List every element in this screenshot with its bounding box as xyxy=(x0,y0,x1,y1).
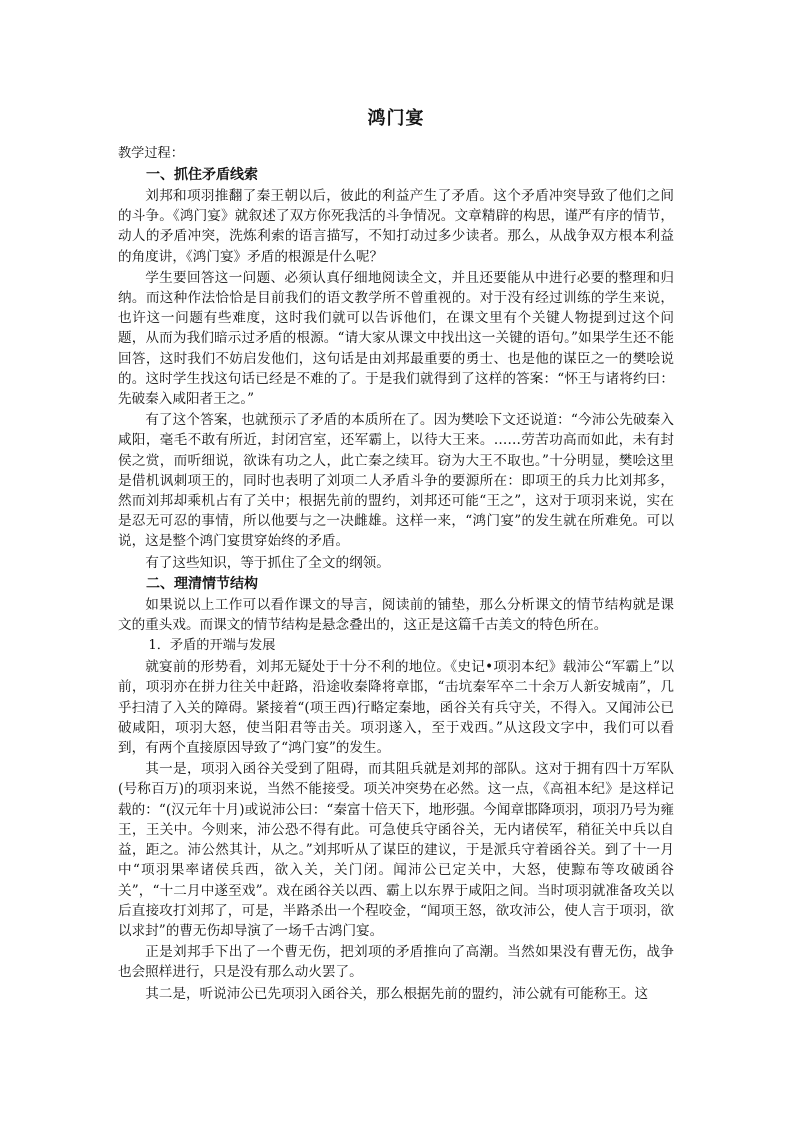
paragraph-5: 如果说以上工作可以看作课文的导言，阅读前的铺垫，那么分析课文的情节结构就是课文的重头戏。而课文的情节结构是悬念叠出的，这正是这篇千古美文的特色所在。 xyxy=(118,596,674,634)
paragraph-4: 有了这些知识，等于抓住了全文的纲领。 xyxy=(145,554,390,571)
paragraph-6: 就宴前的形势看，刘邦无疑处于十分不利的地位。《史记•项羽本纪》载沛公“军霸上”以前，项羽亦在拼力往关中赶路，沿途收秦降将章邯，“击坑秦军卒二十余万人新安城南”，几乎扫清了入关的障碍。紧接着“(项王西)行略定秦地，函谷关有兵守关，不得入。又闻沛公已破咸阳，项羽大怒，使当阳君等击关。项羽遂入，至于戏西。”从这段文字中，我们可以看到，有两个直接原因导致了“鸿门宴”的发生。 xyxy=(118,659,674,757)
intro-label: 教学过程： xyxy=(118,146,184,161)
paragraph-8: 正是刘邦手下出了一个曹无伤，把刘项的矛盾推向了高潮。当然如果没有曹无伤，战争也会照样进行，只是没有那么动火罢了。 xyxy=(118,944,674,981)
subsection-heading-1: 1．矛盾的开端与发展 xyxy=(148,638,276,654)
paragraph-9: 其二是，听说沛公已先项羽入函谷关，那么根据先前的盟约，沛公就有可能称王。这 xyxy=(145,985,649,1002)
section-heading-2: 二、理清情节结构 xyxy=(146,575,258,592)
paragraph-7: 其一是，项羽入函谷关受到了阻碍，而其阻兵就是刘邦的部队。这对于拥有四十万军队(号称百万)的项羽来说，当然不能接受。项关冲突势在必然。这一点，《高祖本纪》是这样记载的：“(汉元年十月)或说沛公曰：“秦富十倍天下，地形强。今闻章邯降项羽，项羽乃号为雍王，王关中。今则来，沛公恐不得有此。可急使兵守函谷关，无内诸侯军，稍征关中兵以自益，距之。沛公然其计，从之。”刘邦听从了谋臣的建议，于是派兵守着函谷关。到了十一月中“项羽果率诸侯兵西，欲入关，关门闭。闻沛公已定关中，大怒，使黥布等攻破函谷关”，“十二月中遂至戏”。戏在函谷关以西、霸上以东界于咸阳之间。当时项羽就准备攻关以后直接攻打刘邦了，可是，半路杀出一个程咬金，“闻项王怒，欲攻沛公，使人言于项羽，欲以求封”的曹无伤却导演了一场千古鸿门宴。 xyxy=(118,761,674,939)
paragraph-3: 有了这个答案，也就预示了矛盾的本质所在了。因为樊哙下文还说道：“今沛公先破秦入咸阳，毫毛不敢有所近，封闭宫室，还军霸上，以待大王来。……劳苦功高而如此，未有封侯之赏，而听细说，欲诛有功之人，此亡秦之续耳。窃为大王不取也。”十分明显，樊哙这里是借机讽刺项王的，同时也表明了刘项二人矛盾斗争的要源所在：即项王的兵力比刘邦多，然而刘邦却乘机占有了关中；根据先前的盟约，刘邦还可能“王之”，这对于项羽来说，实在是忍无可忍的事情，所以他要与之一决雌雄。这样一来，“鸿门宴”的发生就在所难免。可以说，这是整个鸿门宴贯穿始终的矛盾。 xyxy=(118,412,674,550)
paragraph-1: 刘邦和项羽推翻了秦王朝以后，彼此的利益产生了矛盾。这个矛盾冲突导致了他们之间的斗争。《鸿门宴》就叙述了双方你死我活的斗争情况。文章精辟的构思，谨严有序的情节，动人的矛盾冲突，洗炼利索的语言描写，不知打动过多少读者。那么，从战争双方根本利益的角度讲，《鸿门宴》矛盾的根源是什么呢？ xyxy=(118,188,674,265)
paragraph-2: 学生要回答这一问题、必须认真仔细地阅读全文，并且还要能从中进行必要的整理和归纳。而这种作法恰恰是目前我们的语文教学所不曾重视的。对于没有经过训练的学生来说，也许这一问题有些难度，这时我们就可以告诉他们，在课文里有个关键人物提到过这个问题，从而为我们暗示过矛盾的根源。“请大家从课文中找出这一关键的语句。”如果学生还不能回答，这时我们不妨启发他们，这句话是由刘邦最重要的勇士、也是他的谋臣之一的樊哙说的。这时学生找这句话已经是不难的了。于是我们就得到了这样的答案：“怀王与诸将约曰：先破秦入咸阳者王之。” xyxy=(118,269,674,408)
document-title: 鸿门宴 xyxy=(367,108,425,129)
section-heading-1: 一、抓住矛盾线索 xyxy=(146,167,258,183)
